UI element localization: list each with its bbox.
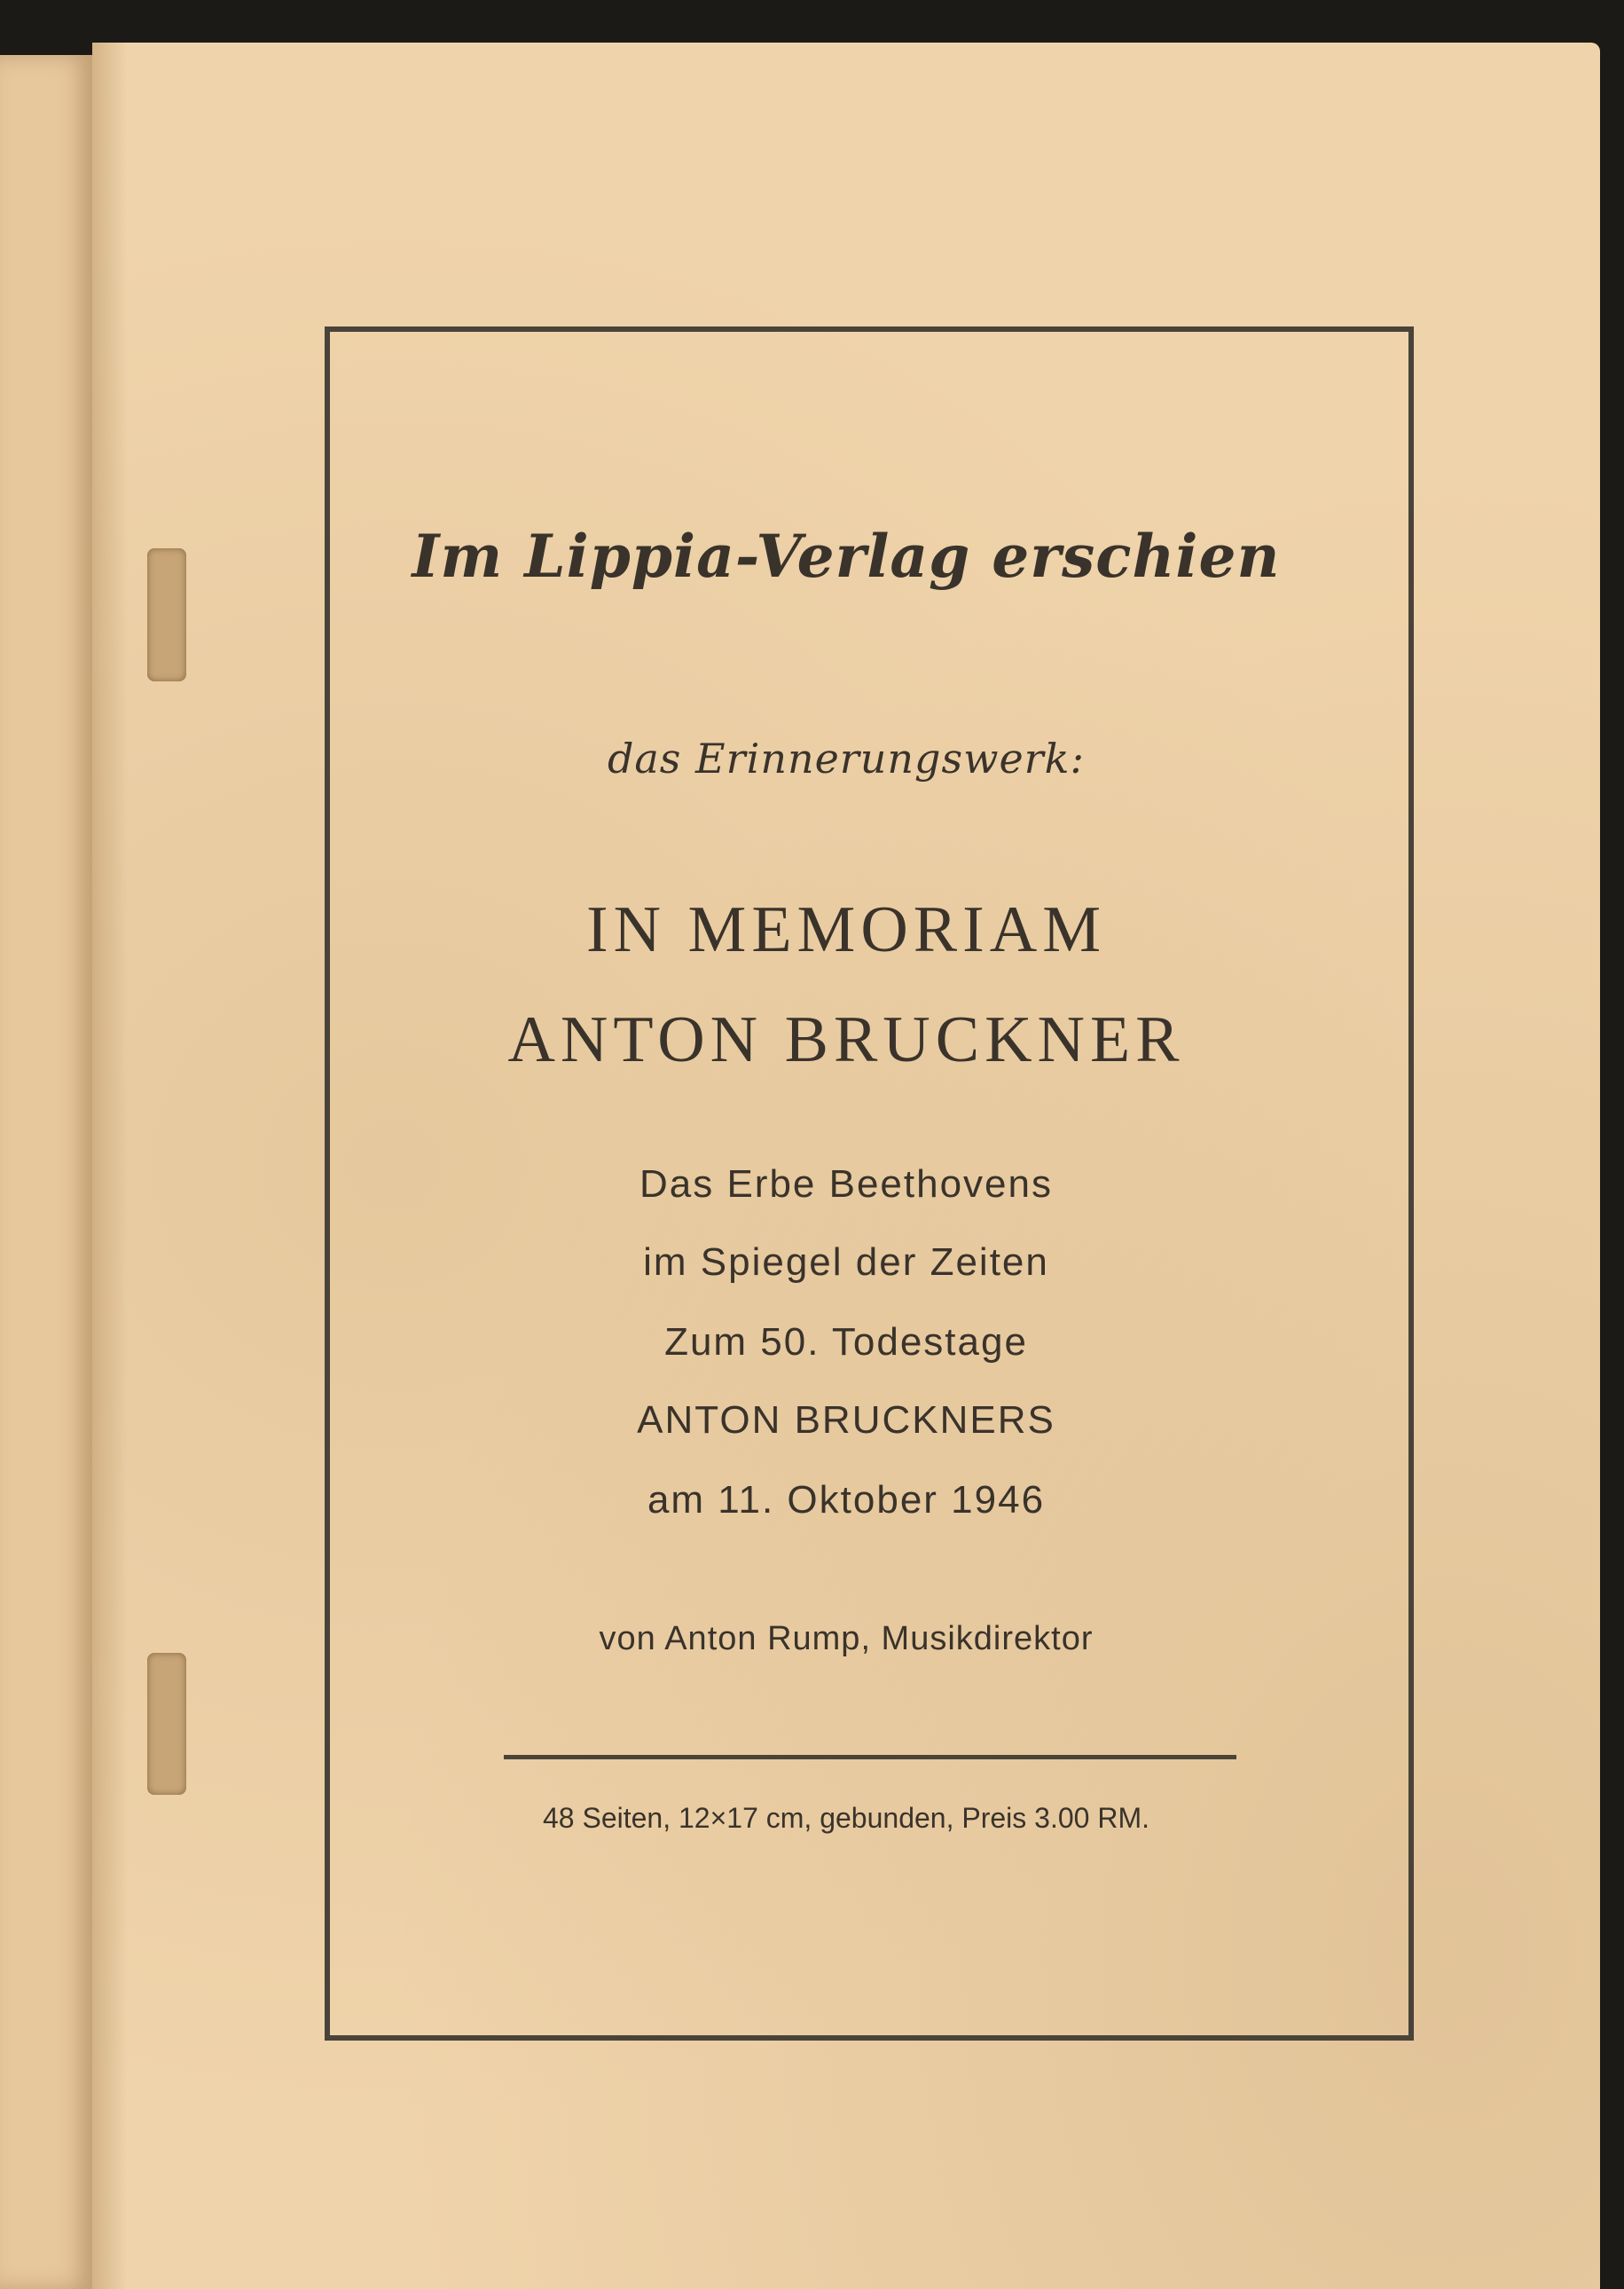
- book-page: [92, 43, 1600, 2289]
- binding-hole-bottom: [147, 1653, 186, 1795]
- description-line: Das Erbe Beethovens: [639, 1162, 1054, 1206]
- title-line-2: ANTON BRUCKNER: [507, 1003, 1185, 1076]
- divider-rule: [504, 1755, 1236, 1759]
- description-line: ANTON BRUCKNERS: [637, 1398, 1055, 1442]
- subtitle: das Erinnerungswerk:: [607, 735, 1086, 783]
- description-line: am 11. Oktober 1946: [647, 1478, 1046, 1522]
- left-facing-page: [0, 55, 94, 2289]
- publication-details: 48 Seiten, 12×17 cm, gebunden, Preis 3.00 RM.: [543, 1802, 1149, 1834]
- publisher-line: Im Lippia-Verlag erschien: [412, 522, 1281, 591]
- author-line: von Anton Rump, Musikdirektor: [599, 1620, 1094, 1657]
- title-line-1: IN MEMORIAM: [585, 893, 1107, 966]
- description-line: im Spiegel der Zeiten: [643, 1240, 1049, 1284]
- description-line: Zum 50. Todestage: [664, 1320, 1028, 1364]
